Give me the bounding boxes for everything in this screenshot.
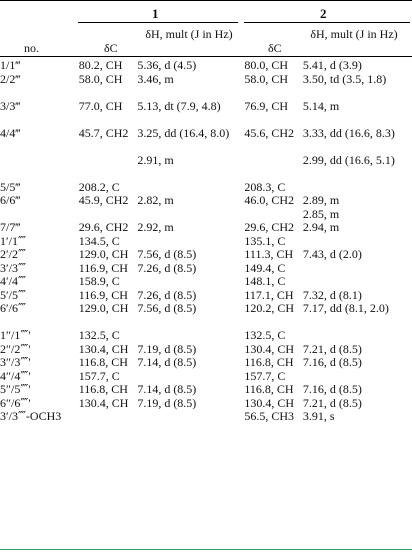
cell-position: 1″/1⁗′ [0,328,31,342]
cell-delta-h-1 [137,208,244,222]
table-row [0,181,412,195]
cell-delta-h-2: 2.89, m [302,193,340,207]
table-row [0,356,412,370]
cell-delta-h-2 [303,181,412,195]
table-row [0,59,412,73]
cell-delta-c-1 [79,410,138,437]
column-header-delta-h-2: δH, mult (J in Hz) [310,27,398,41]
cell-delta-h-2: 2.94, m [302,220,340,234]
cell-delta-h-1: 7.19, d (8.5) [137,395,197,410]
cell-delta-h-1: 5.13, dt (7.9, 4.8) [137,98,221,113]
compound-2-rule [244,22,410,23]
column-header-delta-c-2: δC [268,41,282,55]
cell-delta-c-1: 130.4, CH [78,341,129,356]
cell-delta-c-2: 56.5, CH3 [244,409,295,423]
column-header-delta-c-1: δC [104,41,118,55]
cell-delta-h-2: 3.33, dd (16.6, 8.3) [302,125,395,140]
cell-delta-c-2: 111.3, CH [244,247,294,261]
table-row [0,127,412,154]
table-row [0,194,412,208]
cell-delta-c-1: 116.8, CH [78,382,128,396]
cell-delta-c-2: 117.1, CH [244,287,294,302]
cell-delta-h-2 [303,235,412,249]
cell-delta-c-2: 157.7, C [244,368,286,383]
cell-delta-h-2: 7.21, d (8.5) [302,395,362,410]
cell-position: 1/1‴ [0,58,21,72]
cell-delta-h-1 [137,370,244,384]
table-row [0,289,412,303]
cell-position: 2/2‴ [0,71,21,86]
cell-position: 3″/3⁗′ [0,355,31,369]
cell-position: 6″/6⁗′ [0,395,31,410]
cell-delta-c-2: 116.8, CH [244,355,294,369]
cell-delta-h-1: 3.25, dd (16.4, 8.0) [137,125,230,140]
cell-delta-h-2 [303,275,412,289]
cell-position: 3′/3⁗-OCH3 [0,409,62,423]
cell-delta-c-1: 116.9, CH [78,260,128,275]
cell-delta-h-1: 2.91, m [137,152,174,167]
cell-delta-c-1: 157.7, C [78,368,120,383]
cell-delta-c-1: 80.2, CH [78,58,123,72]
cell-delta-h-1 [137,181,244,195]
cell-delta-c-2: 29.6, CH2 [244,220,295,234]
cell-position: 4/4‴ [0,125,21,140]
cell-delta-c-1: 29.6, CH2 [78,220,129,234]
cell-delta-c-2: 208.3, C [244,179,286,194]
cell-delta-h-1: 7.56, d (8.5) [137,301,197,315]
cell-position: 5/5‴ [0,179,21,194]
table-row [0,208,412,222]
cell-delta-h-2 [303,262,412,276]
table-row [0,73,412,100]
cell-delta-c-2: 120.2, CH [244,301,295,315]
cell-position: 2″/2⁗′ [0,341,31,356]
compound-1-rule [78,22,238,23]
table-row [0,343,412,357]
cell-delta-c-1: 58.0, CH [78,71,123,86]
cell-position [0,154,79,181]
cell-delta-h-2: 3.50, td (3.5, 1.8) [302,71,387,86]
cell-delta-c-1: 130.4, CH [78,395,129,410]
cell-position: 1′/1⁗ [0,233,26,248]
cell-delta-h-1: 7.19, d (8.5) [137,341,197,356]
cell-delta-h-2: 2.85, m [302,206,340,221]
table-row [0,383,412,397]
cell-delta-h-2: 5.14, m [302,98,340,113]
cell-delta-c-2 [244,208,303,222]
compound-1-header: 1 [152,6,159,21]
cell-delta-c-1: 116.9, CH [78,287,128,302]
cell-delta-c-1: 45.7, CH2 [78,125,129,140]
cell-position: 7/7‴ [0,220,21,234]
cell-delta-h-2: 7.16, d (8.5) [302,382,362,396]
cell-position: 3/3‴ [0,98,21,113]
cell-delta-c-2: 76.9, CH [244,98,289,113]
cell-delta-c-1: 158.9, C [78,274,120,288]
cell-delta-c-1: 129.0, CH [78,247,129,261]
cell-position: 3′/3⁗ [0,260,26,275]
compound-2-header: 2 [320,6,327,21]
cell-delta-h-1: 7.56, d (8.5) [137,247,197,261]
cell-position: 6/6‴ [0,193,21,207]
cell-delta-h-2: 7.17, dd (8.1, 2.0) [302,301,389,315]
cell-delta-h-1: 2.82, m [137,193,174,207]
cell-delta-h-2 [303,370,412,384]
cell-delta-c-2: 149.4, C [244,260,286,275]
cell-position: 2′/2⁗ [0,247,26,261]
cell-delta-c-2: 148.1, C [244,274,286,288]
cell-delta-h-2: 7.21, d (8.5) [302,341,362,356]
table-row [0,410,412,437]
cell-delta-c-1: 77.0, CH [78,98,123,113]
top-rule [0,0,412,1]
cell-delta-c-2: 130.4, CH [244,395,295,410]
cell-delta-c-1: 116.8, CH [78,355,128,369]
cell-delta-c-2: 135.1, C [244,233,286,248]
table-row [0,248,412,262]
cell-delta-h-1 [137,275,244,289]
cell-position: 6′/6⁗ [0,301,26,315]
cell-delta-h-1 [137,410,244,437]
cell-position: 5″/5⁗′ [0,382,31,396]
cell-delta-h-2: 3.91, s [302,409,335,423]
cell-delta-h-2: 7.32, d (8.1) [302,287,362,302]
cell-position: 4″/4⁗′ [0,368,31,383]
table-row [0,302,412,329]
cell-delta-c-1 [79,208,138,222]
cell-position [0,208,79,222]
cell-delta-c-1: 132.5, C [78,328,120,342]
cell-delta-h-1: 3.46, m [137,71,174,86]
cell-delta-h-2: 7.16, d (8.5) [302,355,362,369]
table-row [0,221,412,235]
cell-delta-h-1 [137,235,244,249]
table-row [0,154,412,181]
table-row [0,370,412,384]
cell-delta-c-2: 130.4, CH [244,341,295,356]
header-rule [0,56,412,57]
cell-delta-h-2: 5.41, d (3.9) [302,58,362,72]
cell-delta-h-1: 5.36, d (4.5) [137,58,197,72]
cell-delta-h-1: 7.26, d (8.5) [137,287,197,302]
cell-delta-c-2: 116.8, CH [244,382,294,396]
table-row [0,397,412,411]
cell-position: 4′/4⁗ [0,274,26,288]
cell-delta-h-1: 7.14, d (8.5) [137,355,197,369]
bottom-rule [0,549,412,550]
cell-position: 5′/5⁗ [0,287,26,302]
column-header-delta-h-1: δH, mult (J in Hz) [145,27,233,41]
cell-delta-h-2 [303,329,412,343]
cell-delta-c-1: 45.9, CH2 [78,193,129,207]
cell-delta-h-1: 7.26, d (8.5) [137,260,197,275]
table-row [0,329,412,343]
table-row [0,235,412,249]
cell-delta-c-2: 132.5, C [244,328,286,342]
column-header-no: no. [24,41,39,55]
table-row [0,100,412,127]
cell-delta-h-2: 7.43, d (2.0) [302,247,362,261]
table-row [0,262,412,276]
cell-delta-c-1 [79,154,138,181]
cell-delta-c-1: 129.0, CH [78,301,129,315]
cell-delta-c-2: 58.0, CH [244,71,289,86]
cell-delta-h-1: 7.14, d (8.5) [137,382,197,396]
cell-delta-c-2 [244,154,303,181]
cell-delta-c-2: 46.0, CH2 [244,193,295,207]
cell-delta-h-1 [137,329,244,343]
cell-delta-h-1: 2.92, m [137,220,174,234]
data-table-body [0,59,412,437]
cell-delta-h-2: 2.99, dd (16.6, 5.1) [302,152,395,167]
cell-delta-c-1: 134.5, C [78,233,120,248]
cell-delta-c-1: 208.2, C [78,179,120,194]
cell-delta-c-2: 45.6, CH2 [244,125,295,140]
table-row [0,275,412,289]
cell-delta-c-2: 80.0, CH [244,58,289,72]
